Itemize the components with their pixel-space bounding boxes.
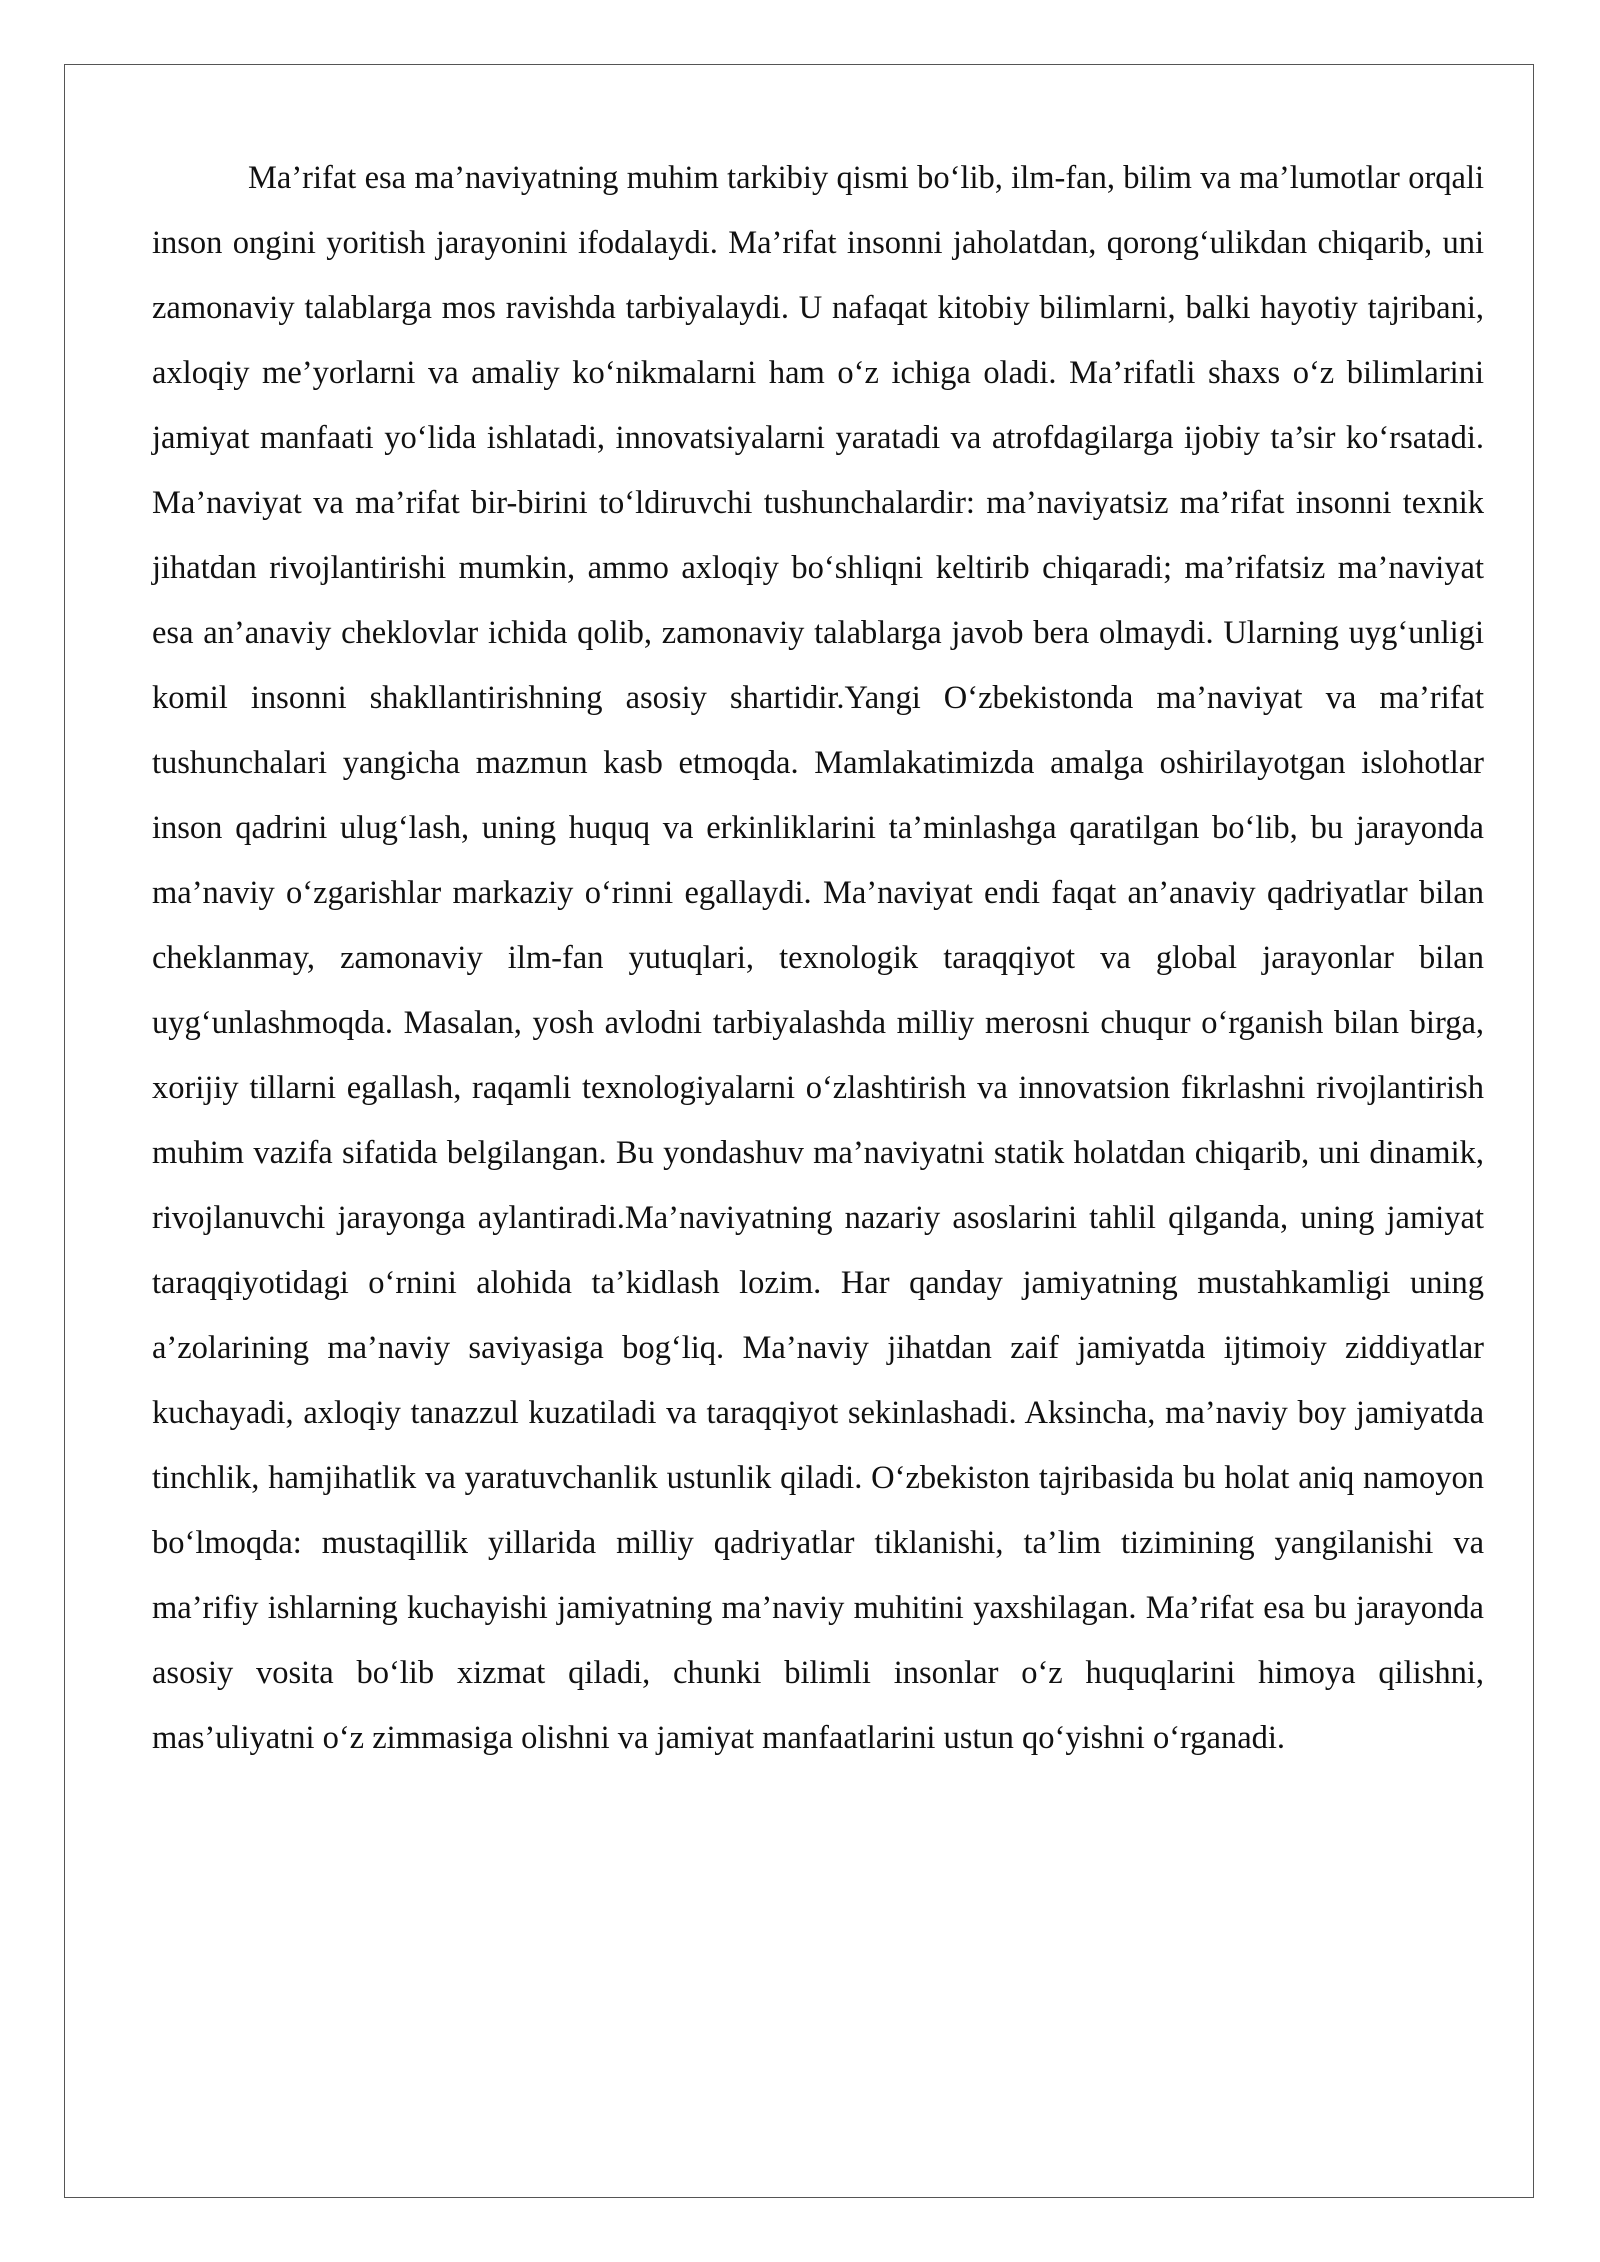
body-paragraph: Ma’rifat esa ma’naviyatning muhim tarkibiy qismi bo‘lib, ilm-fan, bilim va ma’lumotlar orqali inson ongini yoritish jarayonini ifodalaydi. Ma’rifat insonni jaholatdan, qorong‘ulikdan chiqarib, uni zamonaviy talablarga mos ravishda tarbiyalaydi. U nafaqat kitobiy bilimlarni, balki hayotiy tajribani, axloqiy me’yorlarni va amaliy ko‘nikmalarni ham o‘z ichiga oladi. Ma’rifatli shaxs o‘z bilimlarini jamiyat manfaati yo‘lida ishlatadi, innovatsiyalarni yaratadi va atrofdagilarga ijobiy ta’sir ko‘rsatadi. Ma’naviyat va ma’rifat bir-birini to‘ldiruvchi tushunchalardir: ma’naviyatsiz ma’rifat insonni texnik jihatdan rivojlantirishi mumkin, ammo axloqiy bo‘shliqni keltirib chiqaradi; ma’rifatsiz ma’naviyat esa an’anaviy cheklovlar ichida qolib, zamonaviy talablarga javob bera olmaydi. Ularning uyg‘unligi komil insonni shakllantirishning asosiy shartidir.Yangi O‘zbekistonda ma’naviyat va ma’rifat tushunchalari yangicha mazmun kasb etmoqda. Mamlakatimizda amalga oshirilayotgan islohotlar inson qadrini ulug‘lash, uning huquq va erkinliklarini ta’minlashga qaratilgan bo‘lib, bu jarayonda ma’naviy o‘zgarishlar markaziy o‘rinni egallaydi. Ma’naviyat endi faqat an’anaviy qadriyatlar bilan cheklanmay, zamonaviy ilm-fan yutuqlari, texnologik taraqqiyot va global jarayonlar bilan uyg‘unlashmoqda. Masalan, yosh avlodni tarbiyalashda milliy merosni chuqur o‘rganish bilan birga, xorijiy tillarni egallash, raqamli texnologiyalarni o‘zlashtirish va innovatsion fikrlashni rivojlantirish muhim vazifa sifatida belgilangan. Bu yondashuv ma’naviyatni statik holatdan chiqarib, uni dinamik, rivojlanuvchi jarayonga aylantiradi.Ma’naviyatning nazariy asoslarini tahlil qilganda, uning jamiyat taraqqiyotidagi o‘rnini alohida ta’kidlash lozim. Har qanday jamiyatning mustahkamligi uning a’zolarining ma’naviy saviyasiga bog‘liq. Ma’naviy jihatdan zaif jamiyatda ijtimoiy ziddiyatlar kuchayadi, axloqiy tanazzul kuzatiladi va taraqqiyot sekinlashadi. Aksincha, ma’naviy boy jamiyatda tinchlik, hamjihatlik va yaratuvchanlik ustunlik qiladi. O‘zbekiston tajribasida bu holat aniq namoyon bo‘lmoqda: mustaqillik yillarida milliy qadriyatlar tiklanishi, ta’lim tizimining yangilanishi va ma’rifiy ishlarning kuchayishi jamiyatning ma’naviy muhitini yaxshilagan. Ma’rifat esa bu jarayonda asosiy vosita bo‘lib xizmat qiladi, chunki bilimli insonlar o‘z huquqlarini himoya qilishni, mas’uliyatni o‘z zimmasiga olishni va jamiyat manfaatlarini ustun qo‘yishni o‘rganadi.	[152, 160, 1484, 1756]
document-body	[152, 146, 1484, 1771]
